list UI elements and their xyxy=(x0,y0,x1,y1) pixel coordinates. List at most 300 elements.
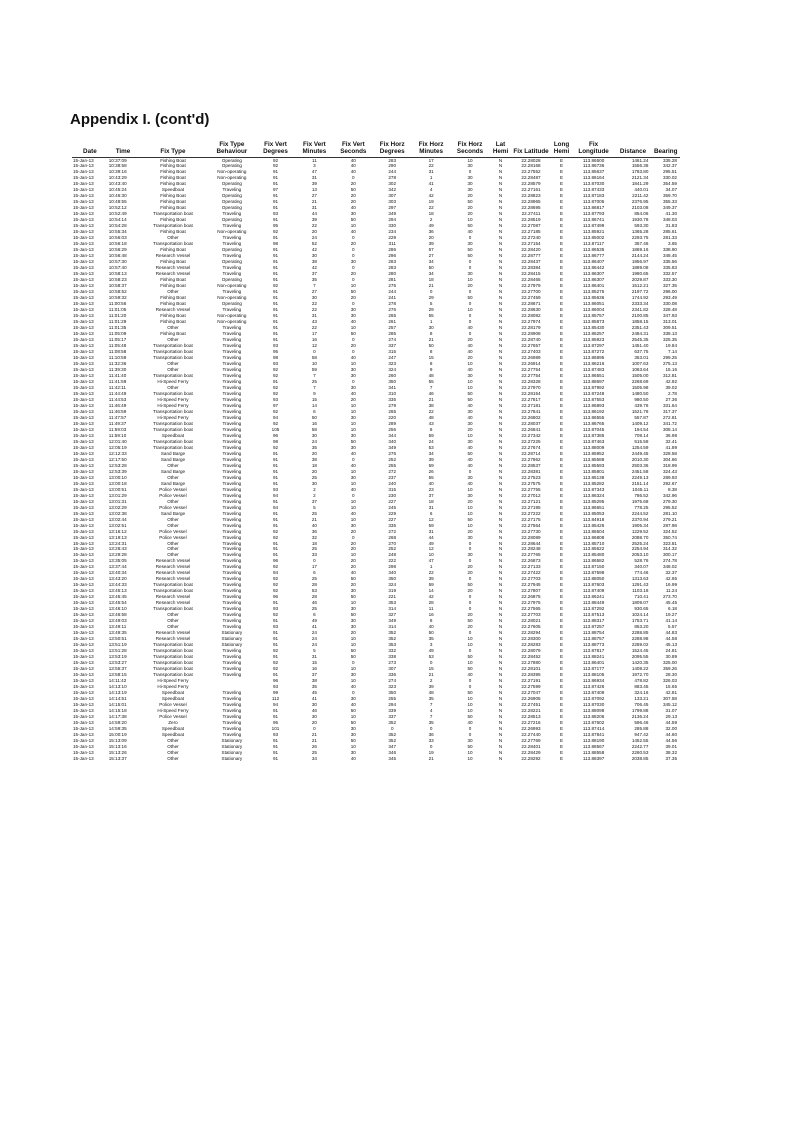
cell-horz-seconds: 0 xyxy=(468,558,472,564)
cell-horz-seconds: 40 xyxy=(467,456,473,462)
cell-fix-type: Speedboat xyxy=(161,187,185,193)
cell-distance: 2545.35 xyxy=(631,337,649,343)
cell-fix-type: Research Vessel xyxy=(155,570,191,576)
cell-long-hemi: E xyxy=(559,343,564,349)
cell-latitude: 22.28420 xyxy=(521,247,541,253)
cell-bearing: 39.01 xyxy=(665,743,677,749)
cell-time: 11:05:48 xyxy=(108,343,127,349)
column-header-lat-hemi: Lat Hemi xyxy=(492,141,509,156)
cell-distance: 2151.14 xyxy=(631,480,649,486)
cell-vert-degrees: 92 xyxy=(272,283,279,289)
cell-horz-degrees: 315 xyxy=(388,486,397,492)
cell-latitude: 22.28644 xyxy=(521,540,541,546)
table-body xyxy=(72,157,680,762)
cell-vert-seconds: 10 xyxy=(350,360,356,366)
cell-distance: 2095.55 xyxy=(631,654,649,660)
cell-horz-minutes: 31 xyxy=(428,169,434,175)
cell-time: 11:05:09 xyxy=(108,331,127,337)
cell-lat-hemi: N xyxy=(498,654,503,660)
cell-vert-degrees: 91 xyxy=(272,378,279,384)
cell-fix-type: Transportation boat xyxy=(153,606,193,612)
cell-longitude: 113.87553 xyxy=(582,396,605,402)
cell-time: 13:45:54 xyxy=(108,600,127,606)
cell-latitude: 22.28695 xyxy=(521,205,541,211)
cell-longitude: 113.86164 xyxy=(582,175,605,181)
cell-long-hemi: E xyxy=(559,307,564,313)
cell-vert-minutes: 24 xyxy=(311,636,317,642)
cell-distance: 285.88 xyxy=(634,726,649,732)
cell-longitude: 113.86216 xyxy=(582,360,605,366)
cell-vert-minutes: 9 xyxy=(313,390,316,396)
cell-latitude: 22.27703 xyxy=(521,612,541,618)
cell-vert-seconds: 10 xyxy=(350,552,356,558)
cell-vert-degrees: 91 xyxy=(272,498,279,504)
cell-horz-degrees: 270 xyxy=(388,540,397,546)
cell-vert-seconds: 20 xyxy=(350,295,356,301)
cell-distance: 1505.98 xyxy=(631,384,649,390)
cell-behaviour: Traveling xyxy=(222,504,242,510)
cell-latitude: 22.27440 xyxy=(521,732,541,737)
cell-time: 11:01:20 xyxy=(108,313,127,319)
cell-date: 15-Jan-13 xyxy=(73,217,94,223)
cell-time: 10:48:55 xyxy=(108,199,127,205)
cell-bearing: 7.14 xyxy=(668,349,677,354)
cell-horz-degrees: 229 xyxy=(388,235,397,241)
cell-time: 13:35:05 xyxy=(108,558,127,564)
cell-horz-seconds: 10 xyxy=(467,486,473,492)
cell-distance: 2038.85 xyxy=(631,755,649,761)
cell-date: 15-Jan-13 xyxy=(73,564,94,570)
cell-fix-type: Speedboat xyxy=(161,432,185,438)
cell-horz-minutes: 42 xyxy=(428,594,434,600)
cell-bearing: 2.78 xyxy=(668,390,677,396)
cell-longitude: 113.85593 xyxy=(582,462,605,468)
cell-latitude: 22.28082 xyxy=(521,313,541,319)
cell-long-hemi: E xyxy=(559,618,564,624)
cell-distance: 1799.88 xyxy=(631,708,649,714)
cell-horz-minutes: 22 xyxy=(428,408,434,414)
cell-fix-type: Research Vessel xyxy=(155,630,191,636)
cell-vert-seconds: 40 xyxy=(350,450,356,456)
cell-long-hemi: E xyxy=(559,534,564,540)
cell-fix-type: Hi-Speed Ferry xyxy=(157,396,189,402)
cell-longitude: 113.86241 xyxy=(582,594,605,600)
cell-date: 15-Jan-13 xyxy=(73,755,94,761)
cell-behaviour: Traveling xyxy=(222,187,242,193)
cell-bearing: 348.03 xyxy=(662,217,677,223)
cell-horz-minutes: 33 xyxy=(428,737,434,743)
cell-vert-degrees: 91 xyxy=(272,265,279,271)
cell-vert-seconds: 30 xyxy=(350,307,356,313)
cell-horz-degrees: 272 xyxy=(388,468,397,474)
cell-vert-degrees: 94 xyxy=(272,702,279,708)
cell-long-hemi: E xyxy=(559,301,564,307)
cell-horz-minutes: 20 xyxy=(428,235,434,241)
cell-vert-degrees: 95 xyxy=(272,223,279,229)
cell-behaviour: Traveling xyxy=(222,408,242,414)
cell-longitude: 113.87272 xyxy=(582,349,605,354)
cell-date: 15-Jan-13 xyxy=(73,480,94,486)
column-header-date: Date xyxy=(83,148,97,156)
cell-horz-minutes: 4 xyxy=(429,708,433,714)
cell-time: 13:00:18 xyxy=(108,480,127,486)
cell-time: 14:11:42 xyxy=(108,678,127,684)
cell-vert-seconds: 30 xyxy=(350,588,356,594)
cell-distance: 1229.52 xyxy=(631,528,649,534)
cell-longitude: 113.87297 xyxy=(582,343,605,349)
cell-latitude: 22.27185 xyxy=(521,229,541,235)
cell-bearing: 15.65 xyxy=(665,684,677,690)
cell-vert-seconds: 40 xyxy=(350,319,356,325)
cell-horz-minutes: 55 xyxy=(428,474,434,480)
cell-date: 15-Jan-13 xyxy=(73,582,94,588)
cell-vert-degrees: 92 xyxy=(272,564,279,570)
cell-fix-type: Fishing Boat xyxy=(160,247,186,253)
cell-fix-type: Speedboat xyxy=(161,732,185,737)
cell-time: 13:24:31 xyxy=(108,540,127,546)
cell-vert-seconds: 30 xyxy=(350,259,356,265)
cell-distance: 1365.28 xyxy=(631,229,649,235)
cell-fix-type: Research Vessel xyxy=(155,265,191,271)
cell-latitude: 22.27730 xyxy=(521,528,541,534)
cell-horz-minutes: 14 xyxy=(428,588,434,594)
cell-horz-seconds: 40 xyxy=(467,720,473,726)
cell-fix-type: Other xyxy=(167,755,179,761)
cell-horz-seconds: 50 xyxy=(467,743,473,749)
cell-distance: 593.30 xyxy=(634,223,649,229)
cell-time: 10:37:09 xyxy=(108,157,127,163)
cell-date: 15-Jan-13 xyxy=(73,187,94,193)
cell-fix-type: Research Vessel xyxy=(155,253,191,259)
cell-horz-seconds: 0 xyxy=(468,540,472,546)
cell-time: 10:39:16 xyxy=(108,169,127,175)
cell-horz-minutes: 8 xyxy=(429,618,433,624)
column-header-long-hemi: Long Hemi xyxy=(553,141,570,156)
cell-vert-minutes: 25 xyxy=(311,576,317,582)
cell-fix-type: Sand Barge xyxy=(160,510,186,516)
cell-long-hemi: E xyxy=(559,462,564,468)
cell-behaviour: Traveling xyxy=(222,414,242,420)
cell-vert-seconds: 40 xyxy=(350,157,356,163)
cell-horz-minutes: 46 xyxy=(428,390,434,396)
cell-fix-type: Fishing Boat xyxy=(160,313,186,319)
cell-lat-hemi: N xyxy=(498,630,503,636)
cell-lat-hemi: N xyxy=(498,648,503,654)
cell-bearing: 325.35 xyxy=(662,337,677,343)
cell-longitude: 113.86307 xyxy=(582,271,605,277)
cell-horz-seconds: 30 xyxy=(467,175,473,181)
cell-latitude: 22.28671 xyxy=(521,301,541,307)
cell-horz-degrees: 311 xyxy=(388,241,396,247)
cell-date: 15-Jan-13 xyxy=(73,271,94,277)
cell-long-hemi: E xyxy=(559,384,564,390)
cell-lat-hemi: N xyxy=(498,289,503,295)
cell-vert-seconds: 10 xyxy=(350,408,356,414)
cell-time: 15:00:19 xyxy=(108,732,127,737)
cell-horz-seconds: 20 xyxy=(467,498,473,504)
cell-longitude: 113.86736 xyxy=(582,163,605,169)
cell-vert-seconds: 50 xyxy=(350,654,356,660)
cell-vert-minutes: 39 xyxy=(311,217,317,223)
cell-long-hemi: E xyxy=(559,277,564,283)
cell-latitude: 22.27807 xyxy=(521,588,541,594)
cell-lat-hemi: N xyxy=(498,265,503,271)
cell-date: 15-Jan-13 xyxy=(73,229,94,235)
cell-vert-seconds: 10 xyxy=(350,642,356,648)
cell-long-hemi: E xyxy=(559,522,564,528)
cell-horz-seconds: 10 xyxy=(467,636,473,642)
cell-distance: 1409.12 xyxy=(631,420,649,426)
cell-longitude: 113.88449 xyxy=(582,600,605,606)
cell-behaviour: Traveling xyxy=(222,528,242,534)
cell-lat-hemi: N xyxy=(498,743,503,749)
cell-horz-seconds: 10 xyxy=(467,749,473,755)
cell-time: 13:55:37 xyxy=(108,666,127,672)
cell-vert-minutes: 0 xyxy=(313,349,316,354)
cell-date: 15-Jan-13 xyxy=(73,277,94,283)
cell-vert-seconds: 50 xyxy=(350,576,356,582)
cell-long-hemi: E xyxy=(559,696,564,702)
cell-vert-degrees: 91 xyxy=(272,205,279,211)
cell-horz-minutes: 10 xyxy=(428,552,434,558)
cell-bearing: 359.70 xyxy=(662,193,677,199)
cell-latitude: 22.27411 xyxy=(521,211,541,217)
cell-latitude: 22.27552 xyxy=(521,169,541,175)
cell-vert-seconds: 40 xyxy=(350,684,356,690)
cell-horz-seconds: 0 xyxy=(468,648,472,654)
cell-horz-seconds: 0 xyxy=(468,468,472,474)
cell-date: 15-Jan-13 xyxy=(73,420,94,426)
cell-behaviour: Traveling xyxy=(222,420,242,426)
cell-latitude: 22.27817 xyxy=(521,396,541,402)
cell-bearing: 3.65 xyxy=(668,241,677,247)
cell-latitude: 22.26875 xyxy=(521,594,541,600)
cell-horz-degrees: 307 xyxy=(388,666,397,672)
cell-horz-seconds: 10 xyxy=(467,277,473,283)
cell-latitude: 22.27979 xyxy=(521,283,541,289)
cell-distance: 1889.08 xyxy=(631,265,649,271)
cell-horz-seconds: 30 xyxy=(467,187,473,193)
cell-vert-seconds: 50 xyxy=(350,594,356,600)
cell-horz-degrees: 247 xyxy=(388,354,397,360)
cell-time: 10:57:30 xyxy=(108,259,127,265)
cell-longitude: 113.87005 xyxy=(582,199,605,205)
cell-bearing: 41.89 xyxy=(665,444,677,450)
cell-distance: 774.46 xyxy=(634,570,649,576)
cell-long-hemi: E xyxy=(559,654,564,660)
cell-date: 15-Jan-13 xyxy=(73,241,94,247)
cell-fix-type: Zero xyxy=(168,720,178,726)
cell-horz-degrees: 352 xyxy=(388,732,397,737)
cell-longitude: 113.86004 xyxy=(582,307,605,313)
cell-long-hemi: E xyxy=(559,229,564,235)
cell-lat-hemi: N xyxy=(498,163,503,169)
cell-behaviour: Non-operating xyxy=(217,319,247,325)
cell-vert-degrees: 91 xyxy=(272,456,279,462)
cell-latitude: 22.27841 xyxy=(521,408,541,414)
cell-latitude: 22.27403 xyxy=(521,349,541,354)
cell-bearing: 350.74 xyxy=(662,534,677,540)
cell-behaviour: Operating xyxy=(221,157,242,163)
cell-time: 13:51:28 xyxy=(108,648,127,654)
cell-distance: 2293.75 xyxy=(631,235,649,241)
cell-longitude: 113.86551 xyxy=(582,372,605,378)
cell-long-hemi: E xyxy=(559,283,564,289)
column-header-fix-type-behaviour: Fix Type Behaviour xyxy=(216,141,248,156)
cell-fix-type: Other xyxy=(167,612,179,618)
cell-vert-minutes: 25 xyxy=(311,749,317,755)
cell-long-hemi: E xyxy=(559,456,564,462)
cell-vert-degrees: 91 xyxy=(272,301,279,307)
cell-date: 15-Jan-13 xyxy=(73,600,94,606)
cell-latitude: 22.28395 xyxy=(521,672,541,678)
cell-behaviour: Traveling xyxy=(222,289,242,295)
cell-vert-degrees: 91 xyxy=(272,636,279,642)
cell-lat-hemi: N xyxy=(498,157,503,163)
cell-bearing: 5.57 xyxy=(668,624,677,630)
cell-distance: 1524.45 xyxy=(631,648,649,654)
cell-lat-hemi: N xyxy=(498,594,503,600)
cell-vert-minutes: 41 xyxy=(311,696,317,702)
cell-fix-type: Hi-Speed Ferry xyxy=(157,414,189,420)
cell-vert-minutes: 42 xyxy=(311,247,317,253)
cell-longitude: 113.87463 xyxy=(582,438,605,444)
cell-behaviour: Traveling xyxy=(222,714,242,720)
column-header-fix-vert-degrees: Fix Vert Degrees xyxy=(263,141,288,156)
cell-horz-minutes: 38 xyxy=(428,402,434,408)
cell-date: 15-Jan-13 xyxy=(73,660,94,666)
cell-date: 15-Jan-13 xyxy=(73,247,94,253)
cell-date: 15-Jan-13 xyxy=(73,175,94,181)
cell-date: 15-Jan-13 xyxy=(73,486,94,492)
cell-fix-type: Sand Barge xyxy=(160,480,186,486)
table-row xyxy=(72,756,680,762)
cell-longitude: 113.86808 xyxy=(582,534,605,540)
cell-time: 12:17:50 xyxy=(108,456,127,462)
cell-long-hemi: E xyxy=(559,289,564,295)
cell-bearing: 28.30 xyxy=(665,672,677,678)
cell-bearing: 34.07 xyxy=(665,187,677,193)
cell-date: 15-Jan-13 xyxy=(73,630,94,636)
cell-long-hemi: E xyxy=(559,582,564,588)
cell-longitude: 113.88697 xyxy=(582,378,605,384)
cell-date: 15-Jan-13 xyxy=(73,714,94,720)
cell-horz-minutes: 29 xyxy=(428,307,434,313)
cell-horz-minutes: 30 xyxy=(428,325,434,331)
cell-vert-seconds: 0 xyxy=(352,378,355,384)
cell-vert-minutes: 25 xyxy=(311,606,317,612)
cell-vert-minutes: 0 xyxy=(313,726,316,732)
cell-long-hemi: E xyxy=(559,217,564,223)
cell-vert-minutes: 30 xyxy=(311,432,317,438)
cell-latitude: 22.27181 xyxy=(521,402,541,408)
cell-lat-hemi: N xyxy=(498,366,503,372)
cell-distance: 194.54 xyxy=(634,426,649,432)
cell-behaviour: Traveling xyxy=(222,564,242,570)
column-header-fix-longitude: Fix Longitude xyxy=(578,141,609,156)
cell-horz-seconds: 30 xyxy=(467,372,473,378)
cell-date: 15-Jan-13 xyxy=(73,349,94,354)
cell-horz-degrees: 350 xyxy=(388,690,397,696)
cell-horz-seconds: 30 xyxy=(467,534,473,540)
cell-horz-minutes: 39 xyxy=(428,241,434,247)
cell-bearing: 304.66 xyxy=(662,456,677,462)
cell-distance: 1556.38 xyxy=(631,163,649,169)
cell-longitude: 113.85952 xyxy=(582,450,605,456)
column-header-fix-horz-degrees: Fix Horz Degrees xyxy=(379,141,405,156)
cell-long-hemi: E xyxy=(559,426,564,432)
cell-vert-seconds: 0 xyxy=(352,235,355,241)
cell-long-hemi: E xyxy=(559,714,564,720)
cell-vert-minutes: 22 xyxy=(311,325,317,331)
cell-behaviour: Traveling xyxy=(222,462,242,468)
cell-time: 13:49:11 xyxy=(108,624,127,630)
cell-time: 15:13:26 xyxy=(108,749,127,755)
cell-fix-type: Other xyxy=(167,384,179,390)
cell-vert-degrees: 91 xyxy=(272,175,279,181)
cell-date: 15-Jan-13 xyxy=(73,384,94,390)
cell-vert-degrees: 91 xyxy=(272,600,279,606)
cell-horz-seconds: 0 xyxy=(468,600,472,606)
cell-vert-degrees: 93 xyxy=(272,624,279,630)
cell-horz-minutes: 15 xyxy=(428,666,434,672)
cell-vert-minutes: 3 xyxy=(313,163,316,169)
cell-latitude: 22.28300 xyxy=(521,636,541,642)
cell-horz-degrees: 283 xyxy=(388,259,397,265)
cell-vert-minutes: 50 xyxy=(311,414,317,420)
column-header-fix-horz-seconds: Fix Horz Seconds xyxy=(456,141,484,156)
cell-long-hemi: E xyxy=(559,211,564,217)
cell-latitude: 22.26873 xyxy=(521,558,541,564)
cell-bearing: 30.89 xyxy=(665,654,677,660)
cell-time: 10:55:34 xyxy=(108,229,127,235)
cell-vert-degrees: 94 xyxy=(272,570,279,576)
cell-lat-hemi: N xyxy=(498,253,503,259)
cell-date: 15-Jan-13 xyxy=(73,426,94,432)
cell-vert-degrees: 92 xyxy=(272,157,279,163)
cell-longitude: 113.87603 xyxy=(582,582,605,588)
cell-longitude: 113.88757 xyxy=(582,636,605,642)
cell-time: 13:16:12 xyxy=(108,528,127,534)
cell-horz-minutes: 27 xyxy=(428,253,434,259)
cell-bearing: 11.24 xyxy=(665,588,677,594)
cell-vert-minutes: 25 xyxy=(311,378,317,384)
cell-latitude: 22.28630 xyxy=(521,307,541,313)
cell-behaviour: Traveling xyxy=(222,516,242,522)
cell-date: 15-Jan-13 xyxy=(73,528,94,534)
cell-date: 15-Jan-13 xyxy=(73,253,94,259)
cell-lat-hemi: N xyxy=(498,426,503,432)
cell-lat-hemi: N xyxy=(498,666,503,672)
cell-time: 13:01:29 xyxy=(108,492,127,498)
cell-horz-minutes: 50 xyxy=(428,265,434,271)
cell-latitude: 22.27605 xyxy=(521,624,541,630)
cell-vert-seconds: 40 xyxy=(350,462,356,468)
cell-bearing: 6.18 xyxy=(668,606,677,612)
cell-bearing: 15.16 xyxy=(665,366,677,372)
cell-vert-seconds: 30 xyxy=(350,624,356,630)
cell-horz-seconds: 40 xyxy=(467,480,473,486)
cell-distance: 1905.34 xyxy=(631,522,649,528)
cell-long-hemi: E xyxy=(559,666,564,672)
cell-vert-minutes: 13 xyxy=(311,187,317,193)
cell-vert-minutes: 28 xyxy=(311,582,317,588)
cell-distance: 2249.13 xyxy=(631,474,649,480)
cell-lat-hemi: N xyxy=(498,642,503,648)
cell-lat-hemi: N xyxy=(498,576,503,582)
cell-bearing: 328.58 xyxy=(662,450,677,456)
cell-vert-minutes: 26 xyxy=(311,743,317,749)
